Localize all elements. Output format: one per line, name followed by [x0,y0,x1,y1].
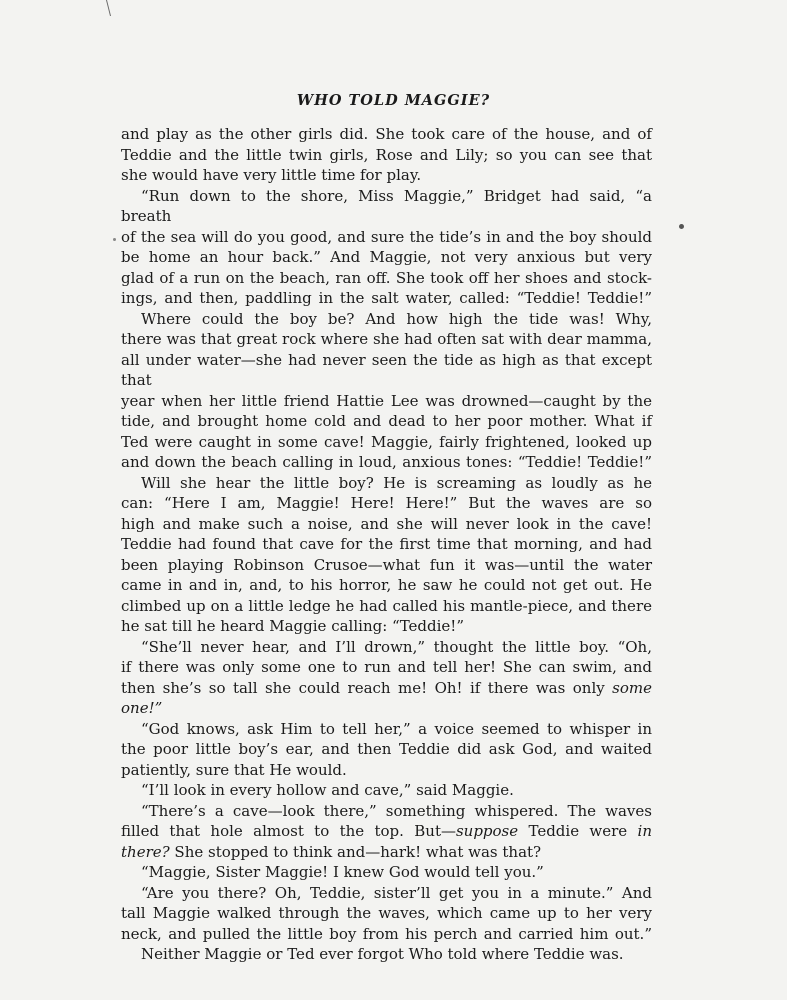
line-text: can: “Here I am, Maggie! Here! Here!” But the waves are so [121,494,652,512]
line-text: “She’ll never hear, and I’ll drown,” thought the little boy. “Oh, [141,637,652,656]
ink-spot [679,224,684,229]
line-text: Will she hear the little boy? He is screaming as loudly as he [141,473,652,492]
text-line [121,514,652,535]
line-text: “There’s a cave—look there,” something whispered. The waves [141,801,652,820]
line-text: climbed up on a little ledge he had called his mantle-piece, and there [121,596,652,615]
line-text: Teddie were [518,822,638,840]
line-text: Where could the boy be? And how high the tide was! Why, [141,309,652,328]
line-text: the poor little boy’s ear, and then Teddie did ask God, and waited [121,740,652,758]
text-line [121,903,652,924]
line-text: she would have very little time for play. [121,166,422,184]
text-line [121,596,652,617]
running-head: WHO TOLD MAGGIE? [296,92,491,109]
ink-spot [113,238,116,241]
text-line [121,760,652,781]
text-line [121,801,652,822]
line-text: tide, and brought home cold and dead to her poor mother. What if [121,412,652,430]
text-line [121,780,652,801]
line-text: patiently, sure that He would. [121,760,347,779]
line-text: neck, and pulled the little boy from his perch and carried him out.” [121,924,652,943]
line-text: glad of a run on the beach, ran off. She took off her shoes and stock- [121,268,652,287]
text-line [121,555,652,576]
line-text: “I’ll look in every hollow and cave,” said Maggie. [141,781,514,799]
line-text: filled that hole almost to the top. But— [121,822,456,840]
line-text: year when her little friend Hattie Lee was drowned—caught by the [121,391,652,410]
line-text: if there was only some one to run and tell her! She can swim, and [121,658,652,676]
text-line [121,432,652,453]
text-line [121,575,652,596]
text-line [121,842,652,863]
italic-text: in [637,822,652,840]
text-line [121,473,652,494]
line-text: tall Maggie walked through the waves, which came up to her very [121,904,652,922]
text-line [121,534,652,555]
italic-text: some one!” [121,678,652,717]
line-text: and down the beach calling in loud, anxious tones: “Teddie! Teddie!” [121,453,652,471]
line-text: there was that great rock where she had often sat with dear mamma, [121,330,652,348]
line-text: She stopped to think and—hark! what was that? [169,842,542,861]
line-text: and play as the other girls did. She took care of the house, and of [121,125,652,143]
text-line [121,309,652,330]
text-line [121,186,652,227]
text-line [121,616,652,637]
text-line [121,657,652,678]
text-line [121,452,652,473]
body-text [121,124,652,965]
text-line [121,493,652,514]
text-line [121,924,652,945]
line-text: “God knows, ask Him to tell her,” a voice seemed to whisper in [141,719,652,738]
text-line [121,350,652,391]
text-line [121,288,652,309]
text-line [121,637,652,658]
scan-mark [106,0,119,16]
text-line [121,329,652,350]
text-line [121,719,652,740]
text-line [121,268,652,289]
text-line [121,678,652,719]
line-text: Teddie and the little twin girls, Rose and Lily; so you can see that [121,145,652,164]
line-text: “Are you there? Oh, Teddie, sister’ll get you in a minute.” And [141,883,652,902]
text-line [121,145,652,166]
line-text: “Run down to the shore, Miss Maggie,” Bridget had said, “a breath [121,186,652,225]
line-text: high and make such a noise, and she will never look in the cave! [121,514,652,533]
line-text: then she’s so tall she could reach me! Oh! if there was only [121,678,613,697]
text-line [121,411,652,432]
text-line [121,391,652,412]
text-line [121,227,652,248]
line-text: he sat till he heard Maggie calling: “Teddie!” [121,617,464,635]
line-text: came in and in, and, to his horror, he saw he could not get out. He [121,576,652,594]
line-text: of the sea will do you good, and sure the tide’s in and the boy should [121,227,652,246]
text-line [121,739,652,760]
line-text: Ted were caught in some cave! Maggie, fairly frightened, looked up [121,432,652,451]
line-text: all under water—she had never seen the tide as high as that except that [121,350,652,389]
italic-text: there? [121,842,170,861]
text-line [121,862,652,883]
line-text: been playing Robinson Crusoe—what fun it was—until the water [121,555,652,574]
text-line [121,165,652,186]
line-text: ings, and then, paddling in the salt water, called: “Teddie! Teddie!” [121,289,652,307]
line-text: “Maggie, Sister Maggie! I knew God would tell you.” [141,863,544,881]
text-line [121,944,652,965]
text-line [121,247,652,268]
text-line [121,124,652,145]
line-text: be home an hour back.” And Maggie, not very anxious but very [121,248,652,266]
line-text: Neither Maggie or Ted ever forgot Who told where Teddie was. [141,945,624,963]
text-line [121,883,652,904]
italic-text: suppose [455,822,519,840]
text-line [121,821,652,842]
line-text: Teddie had found that cave for the first time that morning, and had [121,535,652,553]
